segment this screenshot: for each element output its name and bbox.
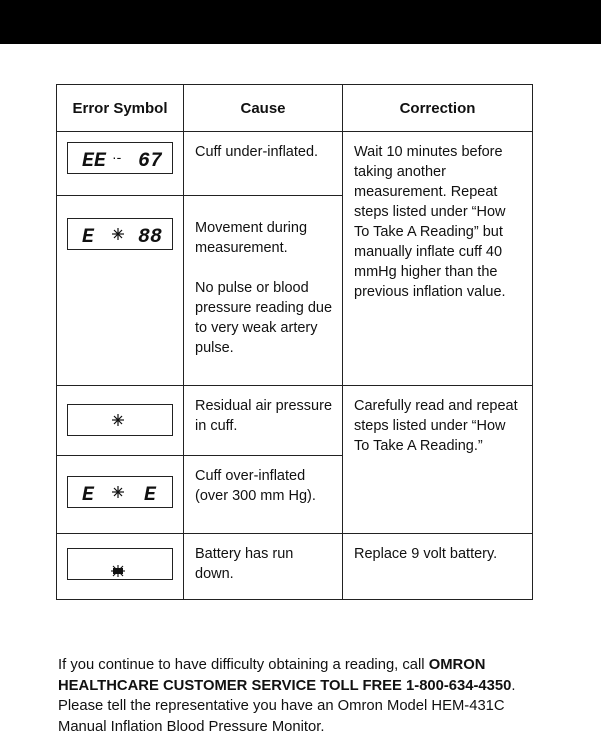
symbol-cell [57,534,184,600]
svg-text:67: 67 [138,150,163,173]
footer-text-1: If you continue to have difficulty obtaining a reading, call [58,657,429,673]
lcd-ee-67-icon [68,143,172,173]
header-error-symbol: Error Symbol [57,85,184,132]
cause-cell: Battery has run down. [184,534,343,600]
symbol-cell [57,132,184,196]
lcd-e-e-icon [68,477,172,507]
header-correction: Correction [343,85,533,132]
battery-icon [68,549,172,579]
footer-note [58,655,538,737]
svg-text:E: E [82,484,95,507]
header-cause: Cause [184,85,343,132]
footer-bold: OMRON HEALTHCARE CUSTOMER SERVICE TOLL FREE 1-800-634-4350 [58,657,512,694]
table-row [57,534,533,600]
cause-cell: Cuff over-inflated (over 300 mm Hg). [184,456,343,534]
cause-cell [184,196,343,386]
lcd-e-88-icon [68,219,172,249]
svg-text:88: 88 [138,226,163,249]
svg-text:EE: EE [82,150,107,173]
lcd-dash-icon [68,405,172,435]
cause-cell: Cuff under-inflated. [184,132,343,196]
table-row [57,132,533,196]
cause-no-pulse: No pulse or blood pressure reading due to very weak artery pulse. [195,280,333,356]
correction-cell-2: Carefully read and repeat steps listed under “How To Take A Reading.” [343,386,533,534]
lcd-e-88 [67,218,173,250]
svg-text:·-: ·- [112,149,122,165]
lcd-ee-67 [67,142,173,174]
error-table [56,84,533,600]
symbol-cell [57,456,184,534]
cause-movement: Movement during measurement. [195,220,308,256]
svg-text:E: E [82,226,95,249]
footer-text-2: . Please tell the representative you have an Omron Model HEM-431C Manual Inflation Blood Pressure Monitor. [58,677,516,735]
symbol-cell [57,386,184,456]
lcd-e-e [67,476,173,508]
lcd-battery [67,548,173,580]
lcd-dash [67,404,173,436]
table-row [57,386,533,456]
correction-cell-1: Wait 10 minutes before taking another measurement. Repeat steps listed under “How To Take A Reading” but manually inflate cuff 40 mmHg higher than the previous inflation value. [343,132,533,386]
top-black-bar [0,0,601,44]
correction-cell-3: Replace 9 volt battery. [343,534,533,600]
svg-text:E: E [144,484,157,507]
cause-cell: Residual air pressure in cuff. [184,386,343,456]
table-header-row [57,85,533,132]
symbol-cell [57,196,184,386]
